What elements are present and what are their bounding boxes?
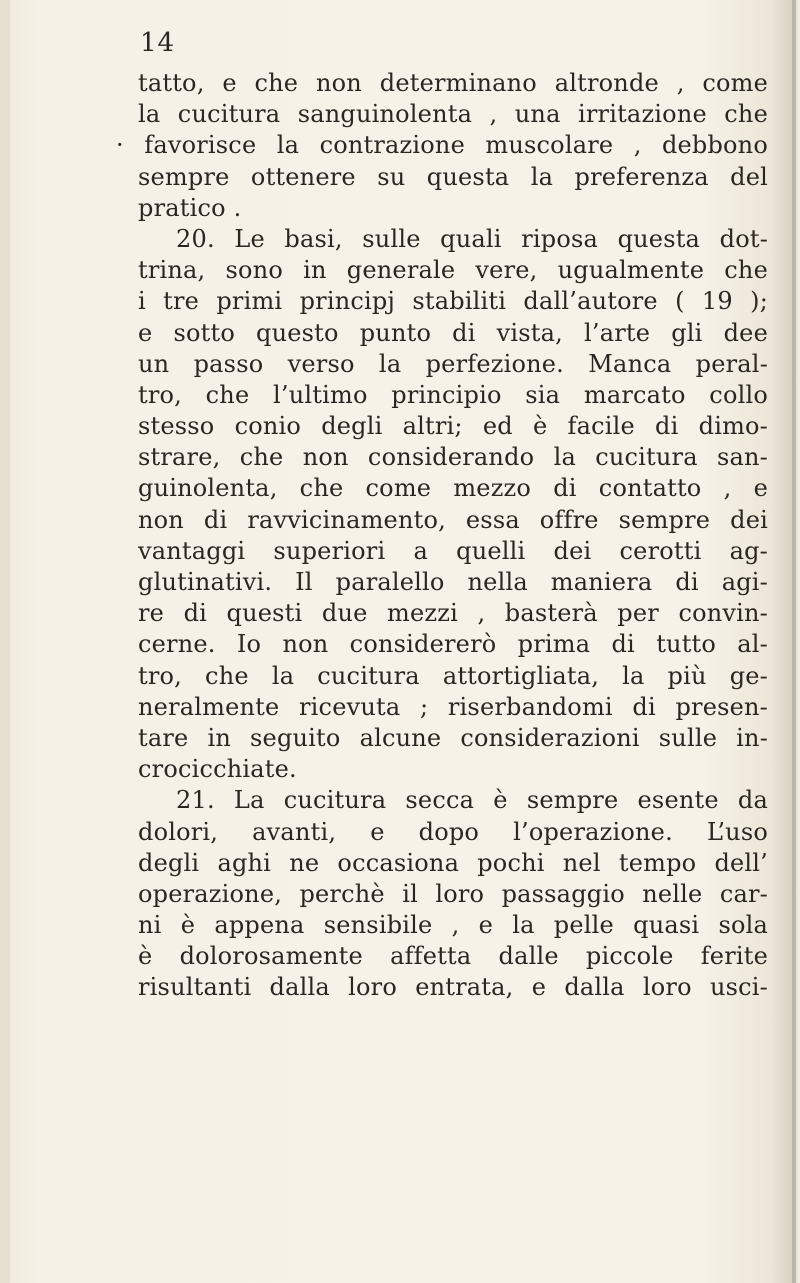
text-line: tatto, e che non determinano altronde , come <box>138 69 768 97</box>
text-line: 21. La cucitura secca è sempre esente da <box>176 786 768 815</box>
text-line: guinolenta, che come mezzo di contatto , e <box>138 474 768 503</box>
text-line: tro, che l’ultimo principio sia marcato collo <box>138 380 768 409</box>
text-line: ni è appena sensibile , e la pelle quasi sola <box>138 911 768 940</box>
text-line: degli aghi ne occasiona pochi nel tempo dell’ <box>138 848 768 877</box>
text-line: risultanti dalla loro entrata, e dalla loro usci- <box>138 973 768 1002</box>
text-line: trina, sono in generale vere, ugualmente che <box>138 256 768 285</box>
page-binding-edge <box>792 0 796 1283</box>
text-line: glutinativi. Il paralello nella maniera di agi- <box>138 568 768 596</box>
body-text <box>116 68 768 1004</box>
text-line: non di ravvicinamento, essa offre sempre dei <box>138 505 768 534</box>
text-line: operazione, perchè il loro passaggio nelle car- <box>138 879 768 908</box>
text-line: un passo verso la perfezione. Manca peral- <box>138 349 768 378</box>
text-line: i tre primi principj stabiliti dall’autore ( 19 ); <box>138 287 768 316</box>
text-line: e sotto questo punto di vista, l’arte gli dee <box>138 318 768 347</box>
page-left-edge <box>0 0 10 1283</box>
text-line: pratico . <box>138 193 242 222</box>
text-line: crocicchiate. <box>138 755 297 784</box>
text-line: 20. Le basi, sulle quali riposa questa dot- <box>176 224 768 253</box>
text-line: neralmente ricevuta ; riserbandomi di presen- <box>138 692 768 721</box>
text-line: è dolorosamente affetta dalle piccole ferite <box>138 942 768 971</box>
page-number: 14 <box>140 28 176 58</box>
text-line: la cucitura sanguinolenta , una irritazione che <box>138 100 768 129</box>
text-line: dolori, avanti, e dopo l’operazione. L’uso <box>138 817 768 846</box>
text-line: sempre ottenere su questa la preferenza del <box>138 162 768 191</box>
text-line: strare, che non considerando la cucitura san- <box>138 443 768 472</box>
text-line: cerne. Io non considererò prima di tutto al- <box>138 630 768 659</box>
text-line: tare in seguito alcune considerazioni sulle in- <box>138 723 768 752</box>
text-line: stesso conio degli altri; ed è facile di dimo- <box>138 412 768 441</box>
text-line: · favorisce la contrazione muscolare , debbono <box>116 131 768 160</box>
text-line: tro, che la cucitura attortigliata, la più ge- <box>138 661 768 690</box>
text-line: vantaggi superiori a quelli dei cerotti ag- <box>138 536 768 565</box>
text-line: re di questi due mezzi , basterà per convin- <box>138 599 768 628</box>
